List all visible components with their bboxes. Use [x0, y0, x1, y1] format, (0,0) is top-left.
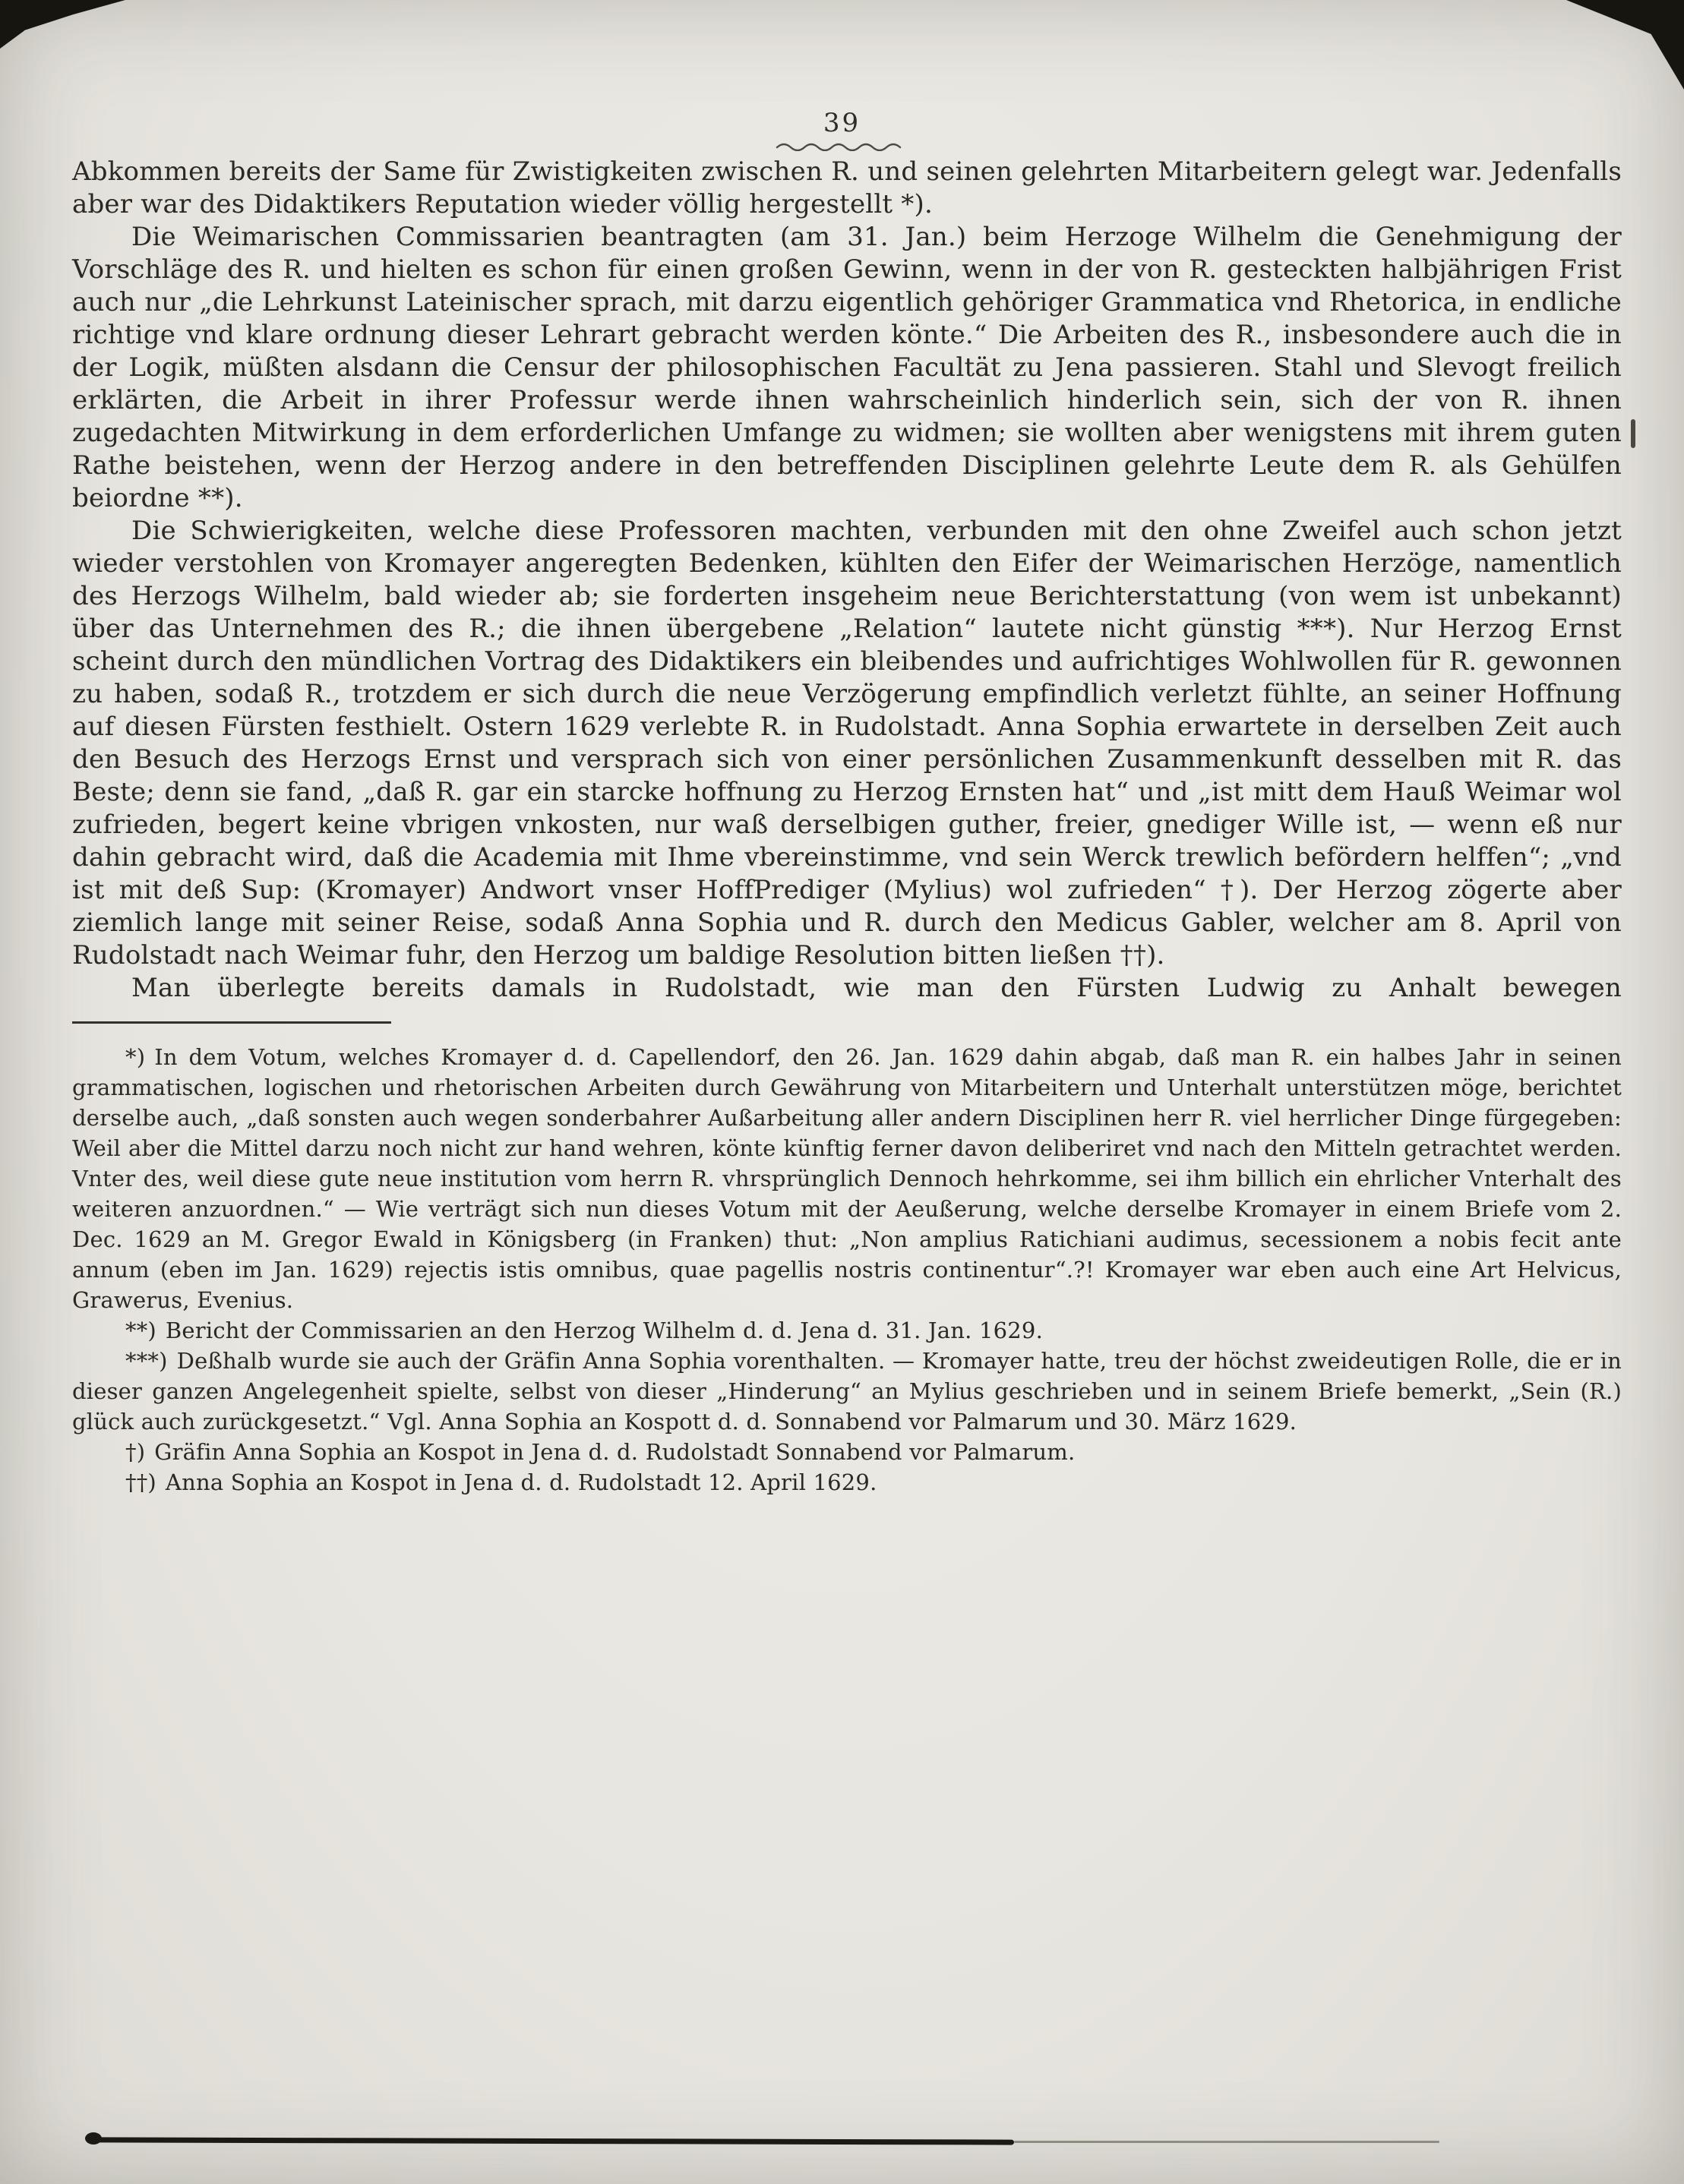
paragraph: Die Weimarischen Commissarien beantragten (am 31. Jan.) beim Herzoge Wilhelm die Genehmigung der Vorschläge des R. und hielten es schon für einen großen Gewinn, wenn in der von R. gesteckten halbjährigen Frist auch nur „die Lehrkunst Lateinischer sprach, mit darzu eigentlich gehöriger Grammatica vnd Rhetorica, in endliche richtige vnd klare ordnung dieser Lehrart gebracht werden könte.“ Die Arbeiten des R., insbesondere auch die in der Logik, müßten alsdann die Censur der philosophischen Facultät zu Jena passieren. Stahl und Slevogt freilich erklärten, die Arbeit in ihrer Professur werde ihnen wahrscheinlich hinderlich sein, sich der von R. ihnen zugedachten Mitwirkung in dem erforderlichen Umfange zu widmen; sie wollten aber wenigstens mit ihrem guten Rathe beistehen, wenn der Herzog andere in den betreffenden Disciplinen gelehrte Leute dem R. als Gehülfen beiordne **). — [72, 222, 1622, 513]
footnote-text: In dem Votum, welches Kromayer d. d. Capellendorf, den 26. Jan. 1629 dahin abgab, daß man R. ein halbes Jahr in seinen grammatischen, logischen und rhetorischen Arbeiten durch Gewährung von Mitarbeitern und Unterhalt unterstützen möge, berichtet derselbe auch, „daß sonsten auch wegen sonderbahrer Außarbeitung aller andern Disciplinen herr R. viel herrlicher Dinge fürgegeben: Weil aber die Mittel darzu noch nicht zur hand wehren, könte künftig ferner davon deliberiret vnd nach den Mitteln getrachtet werden. Vnter des, weil diese gute neue institution vom herrn R. vhrsprünglich Dennoch hehrkomme, sei ihm billich ein ehrlicher Vnterhalt des weiteren anzuordnen.“ — Wie verträgt sich nun dieses Votum mit der Aeußerung, welche derselbe Kromayer in einem Briefe vom 2. Dec. 1629 an M. Gregor Ewald in Königsberg (in Franken) thut: „Non amplius Ratichiani audimus, secessionem a nobis fecit ante annum (eben im Jan. 1629) rejectis istis omnibus, quae pagellis nostris continentur“.?! Kromayer war eben auch eine Art Helvicus, Grawerus, Evenius. — [72, 1044, 1622, 1313]
footnote-marker: ††) — [125, 1469, 156, 1495]
paragraph: Abkommen bereits der Same für Zwistigkeiten zwischen R. und seinen gelehrten Mitarbeitern gelegt war. Jedenfalls aber war des Didaktikers Reputation wieder völlig hergestellt *). — [72, 156, 1622, 219]
footnote-separator — [72, 1021, 391, 1024]
page-number: 39 — [823, 108, 861, 138]
scan-artifact-right-speck — [1631, 419, 1635, 448]
scan-artifact-top-right — [1566, 0, 1684, 90]
paragraph: Die Schwierigkeiten, welche diese Professoren machten, verbunden mit den ohne Zweifel auch schon jetzt wieder verstohlen von Kromayer angeregten Bedenken, kühlten den Eifer der Weimarischen Herzöge, namentlich des Herzogs Wilhelm, bald wieder ab; sie forderten insgeheim neue Berichterstattung (von wem ist unbekannt) über das Unternehmen des R.; die ihnen übergebene „Relation“ lautete nicht günstig ***). Nur Herzog Ernst scheint durch den mündlichen Vortrag des Didaktikers ein bleibendes und aufrichtiges Wohlwollen für R. gewonnen zu haben, sodaß R., trotzdem er sich durch die neue Verzögerung empfindlich verletzt fühlte, an seiner Hoffnung auf diesen Fürsten festhielt. Ostern 1629 verlebte R. in Rudolstadt. Anna Sophia erwartete in derselben Zeit auch den Besuch des Herzogs Ernst und versprach sich von einer persönlichen Zusammenkunft desselben mit R. das Beste; denn sie fand, „daß R. gar ein starcke hoffnung zu Herzog Ernsten hat“ und „ist mitt dem Hauß Weimar wol zufrieden, begert keine vbrigen vnkosten, nur waß derselbigen guther, freier, gnediger Wille ist, — wenn eß nur dahin gebracht wird, daß die Academia mit Ihme vbereinstimme, vnd sein Werck trewlich befördern helffen“; „vnd ist mit deß Sup: (Kromayer) Andwort vnser HoffPrediger (Mylius) wol zufrieden“ †). Der Herzog zögerte aber ziemlich lange mit seiner Reise, sodaß Anna Sophia und R. durch den Medicus Gabler, welcher am 8. April von Rudolstadt nach Weimar fuhr, den Herzog um baldige Resolution bitten ließen ††). — [72, 516, 1622, 970]
footnotes-section — [72, 1042, 1622, 1498]
footnote-marker: *) — [125, 1044, 146, 1070]
wavy-rule-icon — [0, 140, 1684, 154]
footnote — [72, 1437, 1622, 1467]
page-header — [0, 108, 1684, 154]
footnote-marker: ***) — [125, 1348, 168, 1374]
paragraph: Man überlegte bereits damals in Rudolstadt, wie man den Fürsten Ludwig zu Anhalt bewegen — [131, 973, 1622, 1003]
footnote — [72, 1346, 1622, 1437]
footnote — [72, 1315, 1622, 1346]
footnote-text: Anna Sophia an Kospot in Jena d. d. Rudolstadt 12. April 1629. — [165, 1469, 877, 1495]
footnote — [72, 1042, 1622, 1315]
footnote — [72, 1467, 1622, 1498]
footnote-text: Bericht der Commissarien an den Herzog Wilhelm d. d. Jena d. 31. Jan. 1629. — [165, 1318, 1043, 1343]
footnote-marker: **) — [125, 1318, 156, 1343]
scan-artifact-top-left — [0, 0, 125, 49]
footnote-marker: †) — [125, 1439, 146, 1465]
footnote-text: Deßhalb wurde sie auch der Gräfin Anna Sophia vorenthalten. — Kromayer hatte, treu der höchst zweideutigen Rolle, die er in dieser ganzen Angelegenheit spielte, selbst von dieser „Hinderung“ an Mylius geschrieben und in seinem Briefe bemerkt, „Sein (R.) glück auch zurückgesetzt.“ Vgl. Anna Sophia an Kospott d. d. Sonnabend vor Palmarum und 30. März 1629. — [72, 1348, 1622, 1434]
scan-artifact-bottom-line — [95, 2137, 1014, 2145]
main-text — [72, 156, 1622, 1498]
footnote-text: Gräfin Anna Sophia an Kospot in Jena d. d. Rudolstadt Sonnabend vor Palmarum. — [154, 1439, 1076, 1465]
scan-artifact-bottom-line-light — [1014, 2141, 1439, 2143]
scan-artifact-bottom-blob — [85, 2132, 102, 2145]
